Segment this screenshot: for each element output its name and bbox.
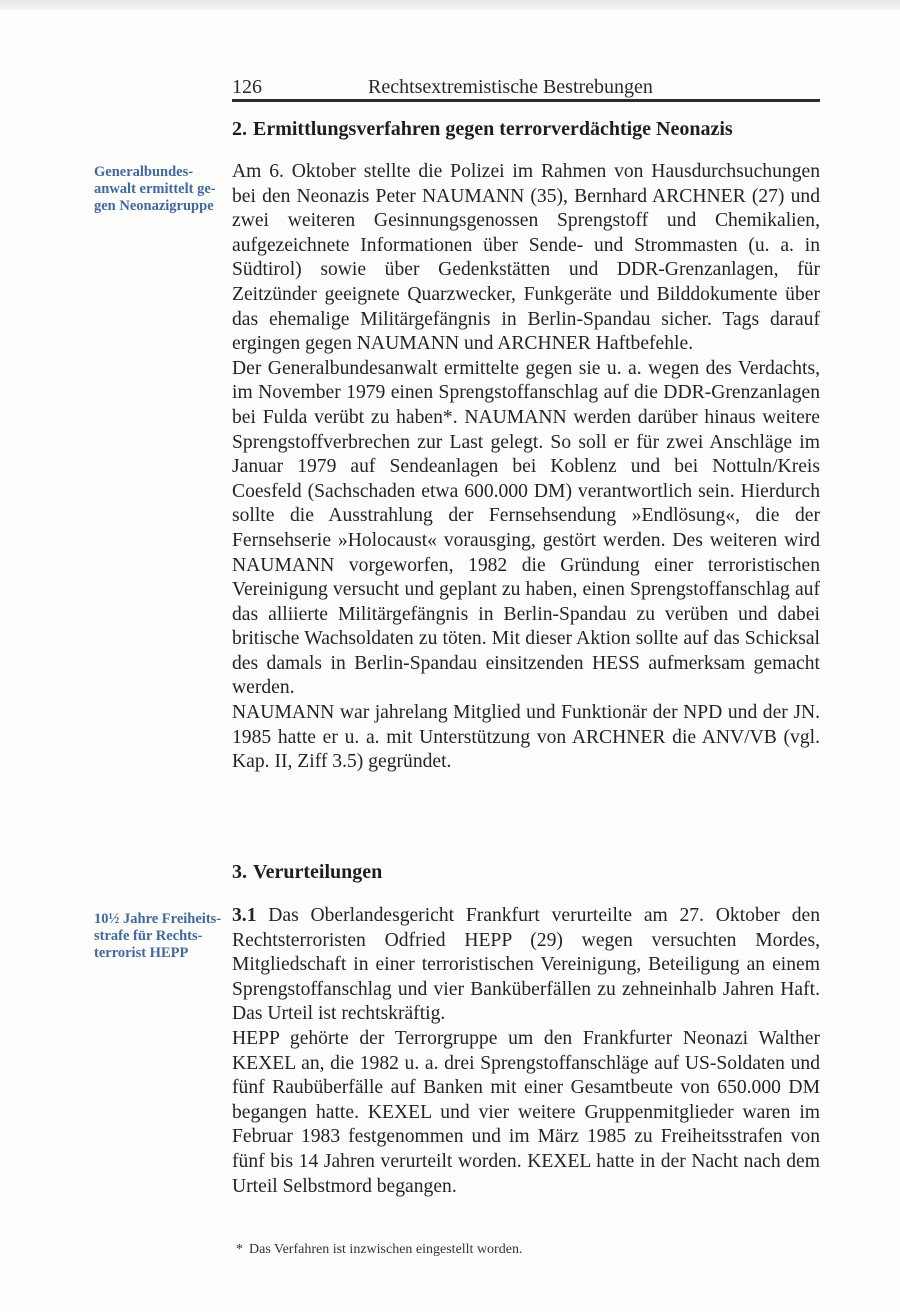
sidenote-line: terrorist HEPP bbox=[94, 945, 189, 961]
paragraph: Der Generalbundesanwalt ermittelte gegen sie u. a. wegen des Verdachts, im November 1979 einen Sprengstoffanschlag auf die DDR-Grenzanlagen bei Fulda verübt zu haben*. NAUMANN werden darüber hinaus weitere Sprengstoffverbrechen zur Last gelegt. So soll er für zwei Anschläge im Januar 1979 auf Sendeanlagen bei Koblenz und bei Nottuln/Kreis Coesfeld (Sachschaden etwa 600.000 DM) verantwortlich sein. Hierdurch sollte die Ausstrahlung der Fernsehsendung »Endlösung«, die der Fernsehserie »Holocaust« vorausging, gestört werden. Des weiteren wird NAUMANN vorgeworfen, 1982 die Gründung einer terroristischen Vereinigung versucht und geplant zu haben, einen Sprengstoffanschlag auf das alliierte Militärgefängnis in Berlin-Spandau zu verüben und dabei britische Wachsoldaten zu töten. Mit dieser Aktion sollte auf das Schicksal des damals in Berlin-Spandau einsitzenden HESS aufmerksam gemacht werden. bbox=[232, 357, 820, 699]
section-3-number: 3. bbox=[232, 861, 247, 883]
paragraph: HEPP gehörte der Terrorgruppe um den Frankfurter Neonazi Walther KEXEL an, die 1982 u. a. drei Sprengstoffanschläge auf US-Soldaten und fünf Raubüberfälle auf Banken mit einer Gesamtbeute von 650.000 DM begangen hatte. KEXEL und vier weitere Gruppenmitglieder waren im Februar 1983 festgenommen und im März 1985 zu Freiheitsstrafen von fünf bis 14 Jahren verurteilt worden. KEXEL hatte in der Nacht nach dem Urteil Selbstmord begangen. bbox=[232, 1027, 820, 1197]
section-3-title: Verurteilungen bbox=[253, 861, 383, 883]
paragraph: NAUMANN war jahrelang Mitglied und Funktionär der NPD und der JN. 1985 hatte er u. a. mit Unterstützung von ARCHNER die ANV/VB (vgl. Kap. II, Ziff 3.5) gegründet. bbox=[232, 702, 820, 773]
paragraph bbox=[232, 904, 820, 1027]
paragraph: Am 6. Oktober stellte die Polizei im Rahmen von Hausdurchsuchungen bei den Neonazis Peter NAUMANN (35), Bernhard ARCHNER (27) und zwei weiteren Gesinnungsgenossen Sprengstoff und Chemikalien, aufgezeichnete Informationen über Sende- und Strommasten (u. a. in Südtirol) sowie über Gedenkstätten und DDR-Grenzanlagen, für Zeitzünder geeignete Quarzwecker, Funkgeräte und Bilddokumente über das ehemalige Militärgefängnis in Berlin-Spandau sicher. Tags darauf ergingen gegen NAUMANN und ARCHNER Haftbefehle. bbox=[232, 161, 820, 355]
section-3-heading bbox=[232, 859, 822, 885]
sidenote-line: 10½ Jahre Freiheits- bbox=[94, 911, 222, 927]
section-3-body bbox=[232, 904, 820, 1199]
scan-top-band bbox=[0, 0, 900, 10]
sidenote-generalbundesanwalt bbox=[94, 164, 214, 215]
footnote-text: Das Verfahren ist inzwischen eingestellt worden. bbox=[249, 1242, 523, 1257]
section-2-heading bbox=[232, 116, 822, 142]
subsection-number: 3.1 bbox=[232, 905, 257, 926]
sidenote-line: strafe für Rechts- bbox=[94, 928, 203, 944]
sidenote-line: Generalbundes- bbox=[94, 164, 194, 180]
section-2-number: 2. bbox=[232, 118, 247, 140]
sidenote-hepp bbox=[94, 911, 222, 962]
header-rule bbox=[232, 99, 820, 102]
footnote bbox=[236, 1241, 816, 1259]
running-head: Rechtsextremistische Bestrebungen bbox=[368, 76, 653, 98]
section-2-title: Ermittlungsverfahren gegen terrorverdächtige Neonazis bbox=[253, 118, 733, 140]
sidenote-line: gen Neonazigruppe bbox=[94, 198, 214, 214]
page-number: 126 bbox=[232, 76, 262, 98]
section-2-body bbox=[232, 160, 820, 775]
sidenote-line: anwalt ermittelt ge- bbox=[94, 181, 216, 197]
page-header bbox=[232, 74, 818, 100]
footnote-mark: * bbox=[236, 1242, 243, 1257]
paragraph-text: Das Oberlandesgericht Frankfurt verurteilte am 27. Oktober den Rechtsterroristen Odfried HEPP (29) wegen versuchten Mordes, Mitgliedschaft in einer terroristischen Vereinigung, Beteiligung an einem Sprengstoffanschlag und vier Banküberfällen zu zehneinhalb Jahren Haft. Das Urteil ist rechtskräftig. bbox=[232, 905, 820, 1025]
